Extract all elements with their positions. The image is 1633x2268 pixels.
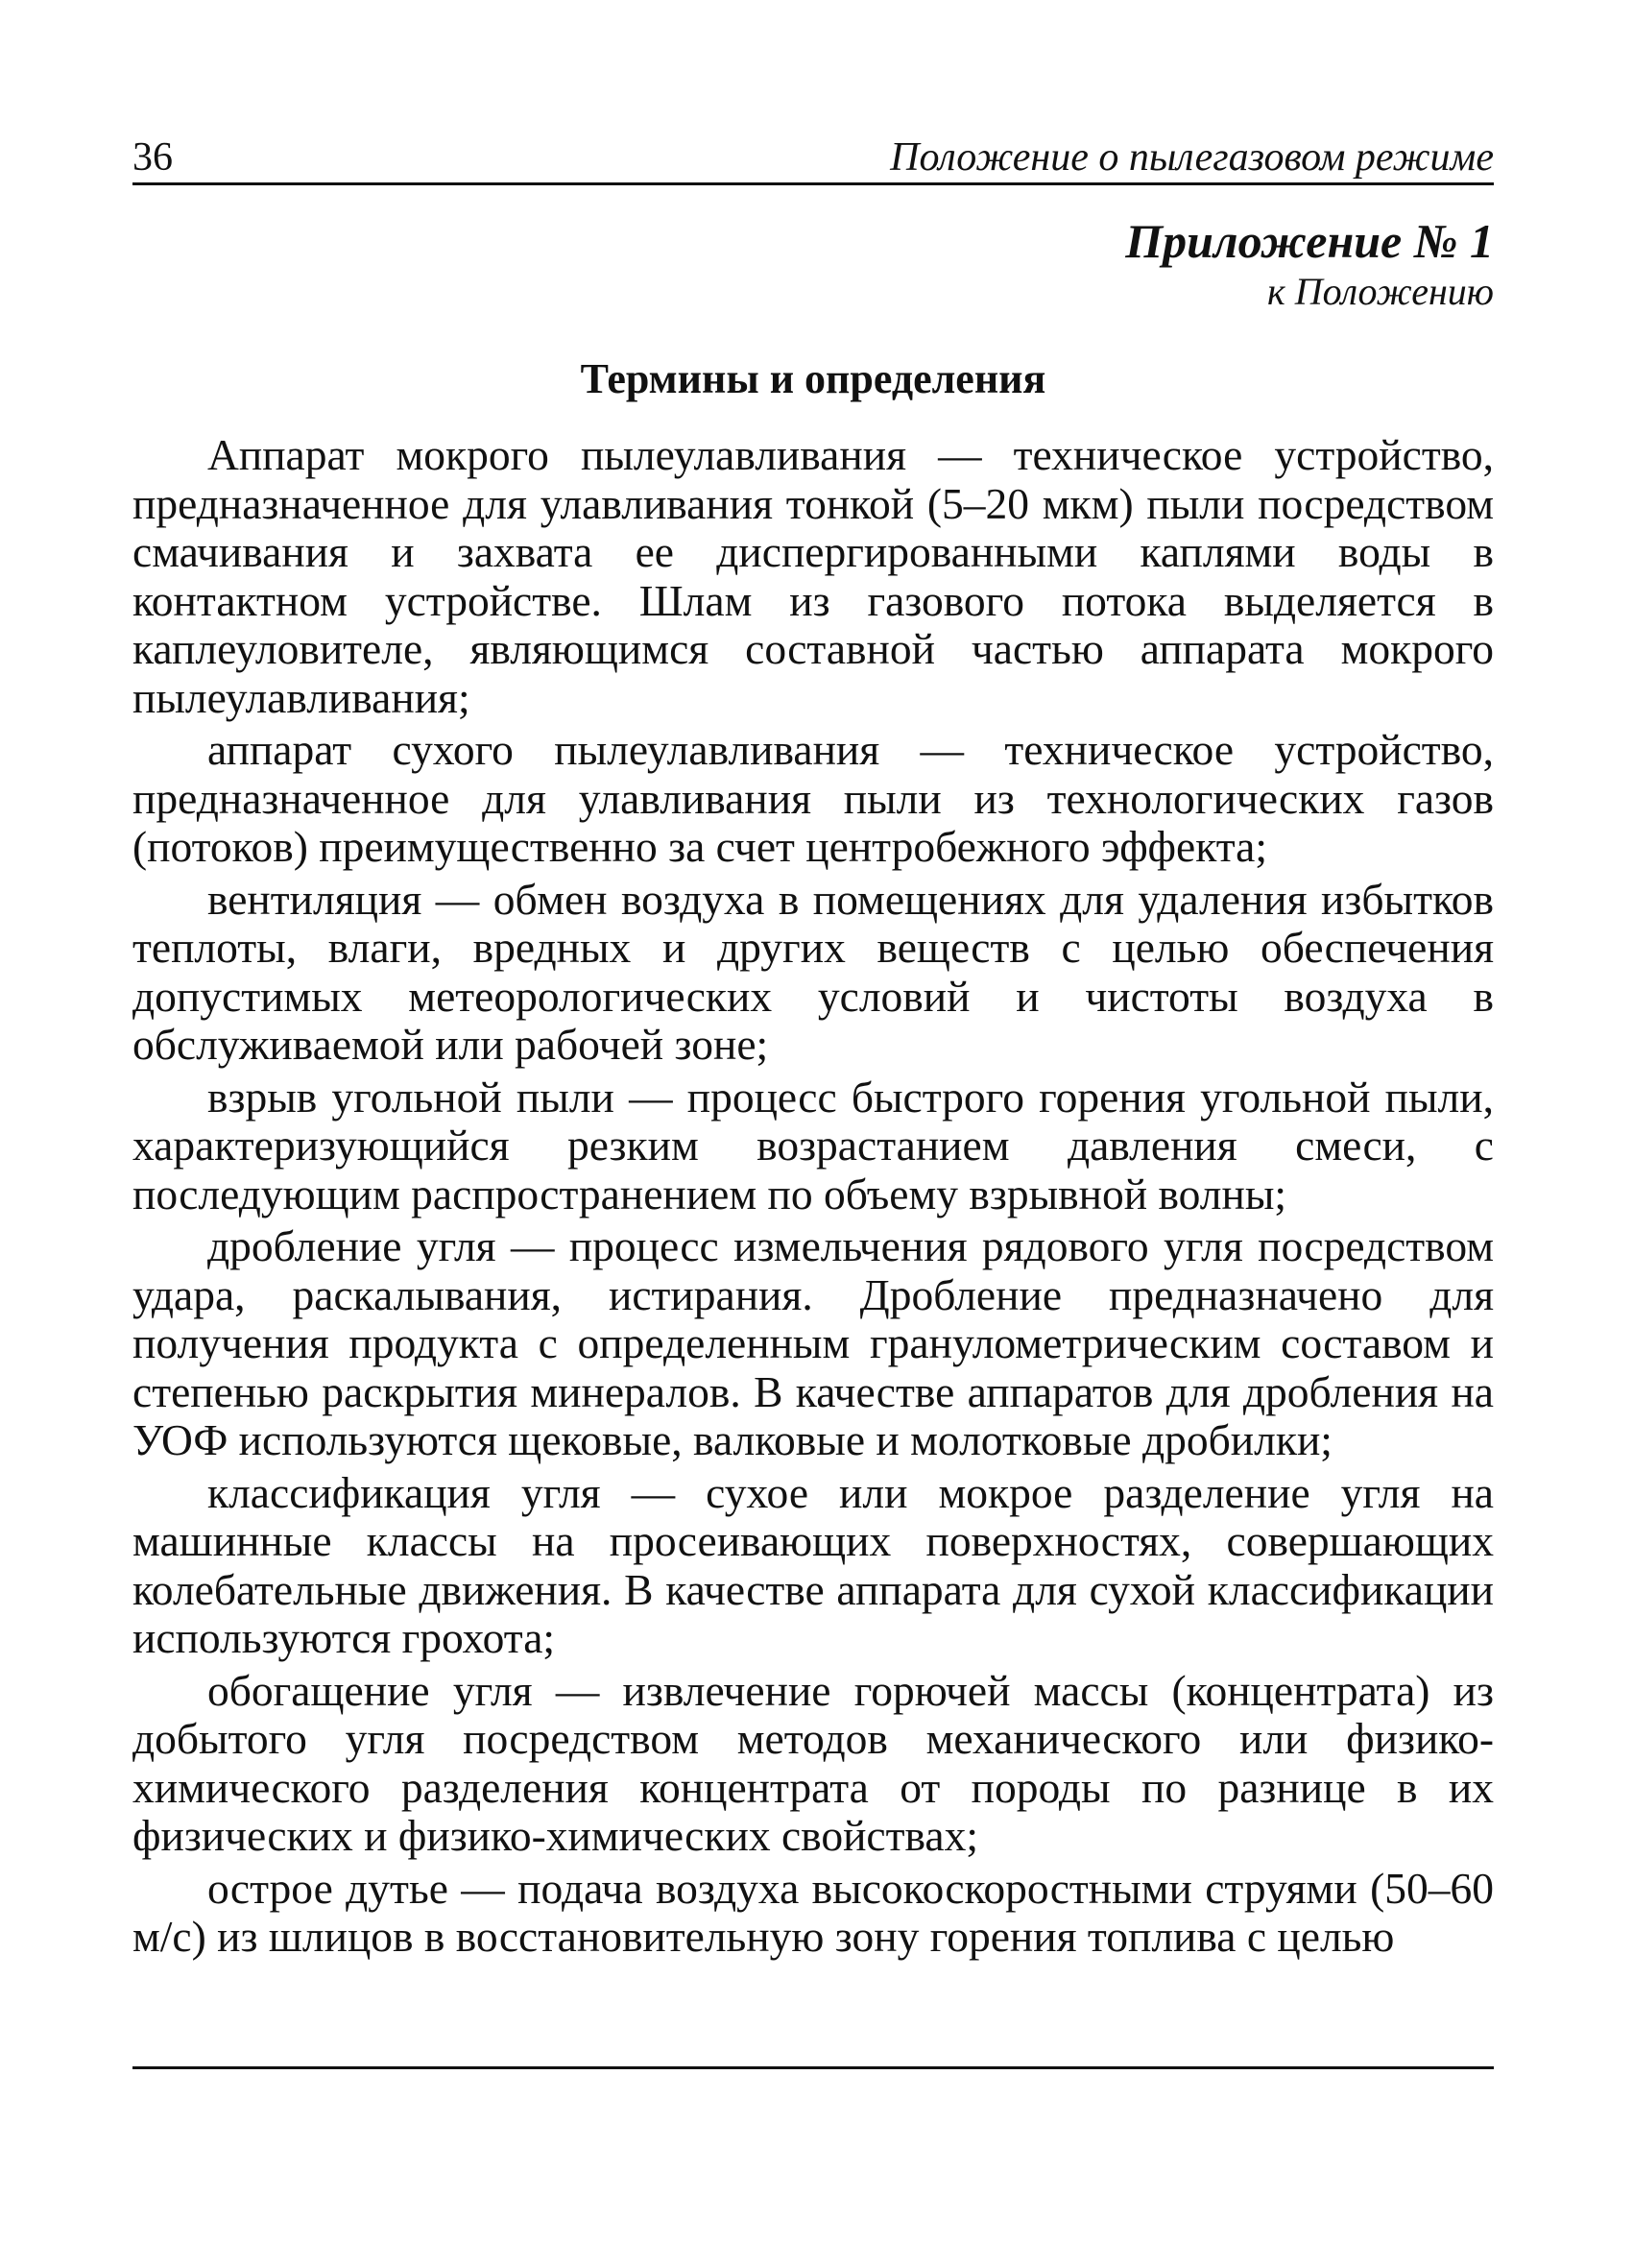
paragraph-coal-enrichment: обогащение угля — извлечение горючей массы (концентрата) из добытого угля посредством методов механического или физико-химического разделения концентрата от породы по разнице в их физических и физико-химических свойствах;	[132, 1665, 1494, 1860]
running-title: Положение о пылегазовом режиме	[890, 135, 1494, 180]
page-number: 36	[132, 135, 173, 180]
running-header	[132, 123, 1494, 185]
body-text	[132, 431, 1494, 1962]
section-title: Термины и определения	[580, 355, 1046, 402]
paragraph-coal-classification: классификация угля — сухое или мокрое разделение угля на машинные классы на просеивающих поверхностях, совершающих колебательные движения. В качестве аппарата для сухой классификации используются грохота;	[132, 1467, 1494, 1662]
paragraph-dry-dust-collector: аппарат сухого пылеулавливания — техническое устройство, предназначенное для улавливания пыли из технологических газов (потоков) преимущественно за счет центробежного эффекта;	[132, 725, 1494, 871]
paragraph-wet-dust-collector: Аппарат мокрого пылеулавливания — техническое устройство, предназначенное для улавливания тонкой (5–20 мкм) пыли посредством смачивания и захвата ее диспергированными каплями воды в контактном устройстве. Шлам из газового потока выделяется в каплеуловителе, являющимся составной частью аппарата мокрого пылеулавливания;	[132, 430, 1494, 722]
document-page	[132, 123, 1494, 1966]
paragraph-sharp-blast: острое дутье — подача воздуха высокоскоростными струями (50–60 м/с) из шлицов в восстановительную зону горения топлива с целью	[132, 1863, 1494, 1961]
bottom-rule	[132, 2066, 1494, 2069]
paragraph-ventilation: вентиляция — обмен воздуха в помещениях для удаления избытков теплоты, влаги, вредных и других веществ с целью обеспечения допустимых метеорологических условий и чистоты воздуха в обслуживаемой или рабочей зоне;	[132, 874, 1494, 1069]
appendix-block	[132, 214, 1494, 316]
paragraph-coal-crushing: дробление угля — процесс измельчения рядового угля посредством удара, раскалывания, истирания. Дробление предназначено для получения продукта с определенным гранулометрическим составом и степенью раскрытия минералов. В качестве аппаратов для дробления на УОФ используются щековые, валковые и молотковые дробилки;	[132, 1221, 1494, 1464]
paragraph-coal-dust-explosion: взрыв угольной пыли — процесс быстрого горения угольной пыли, характеризующийся резким возрастанием давления смеси, с последующим распространением по объему взрывной волны;	[132, 1072, 1494, 1218]
appendix-title: Приложение № 1	[1125, 214, 1494, 268]
appendix-subtitle: к Положению	[1266, 270, 1494, 313]
